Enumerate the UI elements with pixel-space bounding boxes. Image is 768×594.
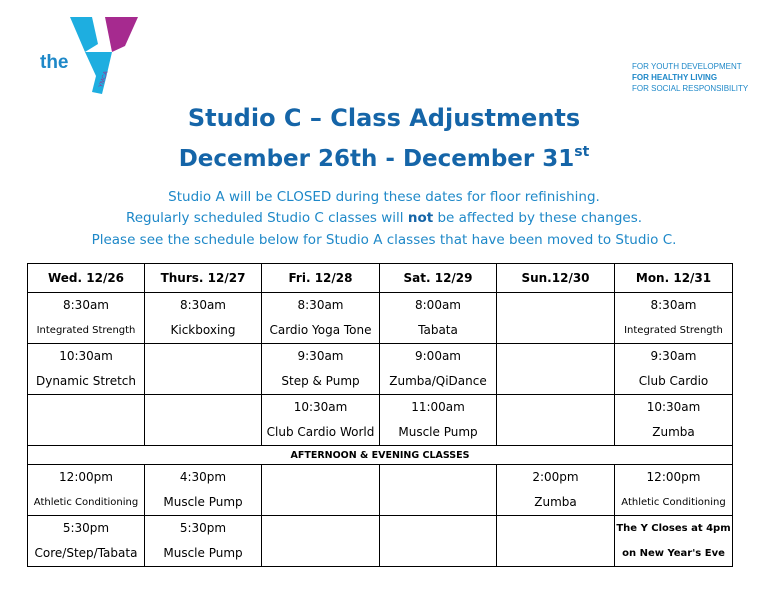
logo-ymca-text: YMCA	[98, 70, 110, 89]
class-cell	[615, 344, 733, 395]
table-row	[28, 344, 733, 395]
class-name: Athletic Conditioning	[33, 497, 139, 508]
class-cell	[262, 516, 380, 567]
class-cell	[28, 465, 145, 516]
class-time: 12:00pm	[646, 470, 701, 484]
class-cell	[497, 293, 615, 344]
notice-text: Regularly scheduled Studio C classes will	[125, 210, 408, 226]
closing-note-cell	[615, 516, 733, 567]
class-time: 10:30am	[293, 400, 348, 414]
class-cell	[380, 395, 497, 446]
table-row	[28, 516, 733, 567]
class-name: Athletic Conditioning	[621, 497, 726, 508]
table-row	[28, 293, 733, 344]
class-time: 8:30am	[297, 298, 344, 312]
class-cell	[497, 465, 615, 516]
tagline-line: FOR SOCIAL RESPONSIBILITY	[632, 84, 749, 93]
notice-line-1: Studio A will be CLOSED during these dates for floor refinishing.	[168, 189, 600, 205]
class-cell	[497, 344, 615, 395]
closing-note: on New Year's Eve	[622, 548, 725, 559]
schedule-table	[27, 263, 733, 567]
page-title: Studio C – Class Adjustments	[187, 104, 581, 132]
class-cell	[28, 395, 145, 446]
ymca-logo	[40, 16, 140, 96]
class-cell	[497, 395, 615, 446]
class-name: Integrated Strength	[36, 325, 136, 336]
class-name: Club Cardio	[638, 374, 709, 388]
class-cell	[497, 516, 615, 567]
class-cell	[145, 516, 262, 567]
notice-text: be affected by these changes.	[433, 210, 643, 226]
class-time: 8:00am	[415, 298, 461, 312]
class-cell	[615, 395, 733, 446]
class-name: Tabata	[418, 323, 458, 337]
notice-line-3: Please see the schedule below for Studio A classes that have been moved to Studio C.	[91, 232, 677, 248]
section-separator-row	[28, 446, 733, 465]
class-time: 9:30am	[297, 349, 344, 363]
class-cell	[145, 344, 262, 395]
class-name: Muscle Pump	[163, 495, 243, 509]
class-name: Club Cardio World	[266, 425, 375, 439]
class-cell	[28, 293, 145, 344]
afternoon-evening-heading: AFTERNOON & EVENING CLASSES	[28, 446, 733, 465]
class-name: Cardio Yoga Tone	[269, 323, 372, 337]
closing-note: The Y Closes at 4pm	[616, 523, 731, 534]
class-name: Zumba	[652, 425, 695, 439]
class-name: Core/Step/Tabata	[34, 546, 138, 560]
class-time: 10:30am	[59, 349, 113, 363]
class-cell	[262, 395, 380, 446]
class-time: 12:00pm	[59, 470, 113, 484]
class-cell	[380, 516, 497, 567]
day-header: Sat. 12/29	[380, 264, 497, 293]
class-time: 2:00pm	[532, 470, 579, 484]
table-row	[28, 395, 733, 446]
day-header: Fri. 12/28	[262, 264, 380, 293]
tagline	[632, 61, 748, 94]
class-cell	[145, 465, 262, 516]
class-time: 9:30am	[650, 349, 697, 363]
class-cell	[380, 293, 497, 344]
class-cell	[380, 465, 497, 516]
class-cell	[145, 293, 262, 344]
tagline-line: FOR YOUTH DEVELOPMENT	[632, 62, 742, 71]
class-time: 8:30am	[650, 298, 697, 312]
day-header: Wed. 12/26	[28, 264, 145, 293]
class-name: Step & Pump	[281, 374, 360, 388]
notice-emphasis: not	[407, 210, 434, 226]
class-time: 8:30am	[63, 298, 109, 312]
class-cell	[262, 465, 380, 516]
notice-line-2	[0, 210, 768, 226]
table-row	[28, 465, 733, 516]
day-header: Thurs. 12/27	[145, 264, 262, 293]
class-name: Kickboxing	[170, 323, 236, 337]
date-range	[0, 146, 768, 172]
class-name: Zumba/QiDance	[389, 374, 487, 388]
class-time: 9:00am	[415, 349, 461, 363]
class-cell	[380, 344, 497, 395]
day-header: Sun.12/30	[497, 264, 615, 293]
class-time: 11:00am	[411, 400, 465, 414]
class-name: Muscle Pump	[398, 425, 478, 439]
class-cell	[615, 293, 733, 344]
class-name: Zumba	[534, 495, 577, 509]
class-time: 8:30am	[180, 298, 226, 312]
class-name: Dynamic Stretch	[35, 374, 137, 388]
class-cell	[262, 344, 380, 395]
class-cell	[262, 293, 380, 344]
day-header: Mon. 12/31	[615, 264, 733, 293]
class-cell	[615, 465, 733, 516]
class-time: 4:30pm	[179, 470, 227, 484]
ymca-logo-graphic	[40, 16, 140, 96]
logo-the-text: the	[40, 52, 69, 73]
class-time: 10:30am	[646, 400, 701, 414]
date-range-text: December 26th - December 31	[178, 146, 575, 172]
class-cell	[28, 516, 145, 567]
class-time: 5:30pm	[62, 521, 110, 535]
class-name: Integrated Strength	[624, 325, 723, 336]
class-time: 5:30pm	[179, 521, 227, 535]
tagline-line: FOR HEALTHY LIVING	[632, 73, 718, 82]
class-cell	[28, 344, 145, 395]
date-range-suffix: st	[574, 144, 590, 160]
class-cell	[145, 395, 262, 446]
class-name: Muscle Pump	[163, 546, 243, 560]
header-row	[28, 264, 733, 293]
